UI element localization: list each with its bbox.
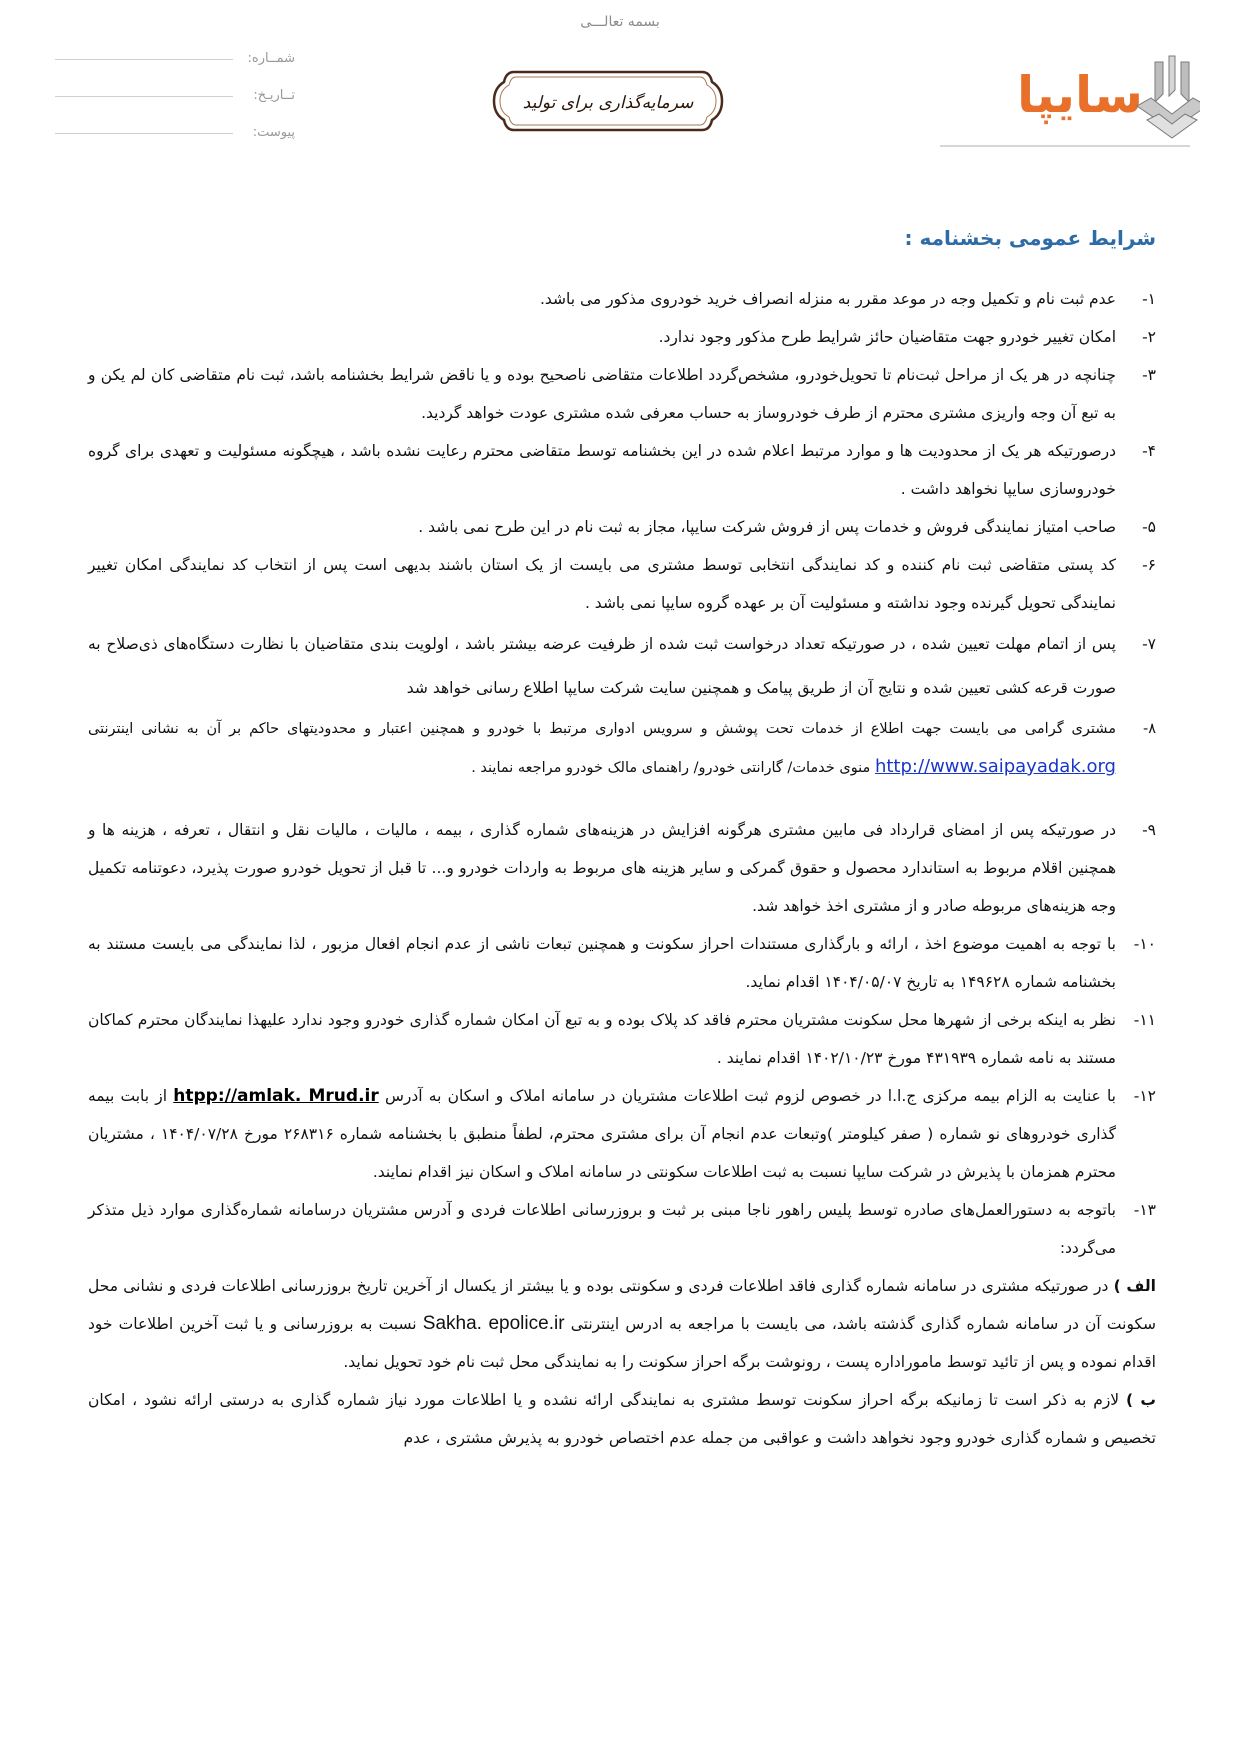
item-number: ۲- (1142, 328, 1156, 346)
spacer (88, 787, 1156, 811)
sakha-address: Sakha. epolice.ir (422, 1313, 565, 1334)
bismillah-heading: بسمه تعالـــی (580, 14, 660, 30)
item-text: چنانچه در هر یک از مراحل ثبت‌نام تا تحویل‌خودرو، مشخص‌گردد اطلاعات متقاضی ناصحیح بوده و یا ناقض شرایط بخشنامه باشد، ثبت نام متقاضی کان لم یکن و به تبع آن وجه واریزی مشتری محترم از طرف خودروساز به حساب معرفی شده مشتری عودت خواهد گردید. (88, 366, 1116, 422)
item-text-a: با عنایت به الزام بیمه مرکزی ج.ا.ا در خصوص لزوم ثبت اطلاعات مشتریان در سامانه املاک و اسکان به آدرس (384, 1087, 1116, 1105)
meta-number (55, 40, 295, 77)
item-text-b: از بابت بیمه گذاری خودروهای نو شماره ( صفر کیلومتر )وتبعات عدم انجام آن برای مشتری محترم، لطفاً منطبق با بخشنامه شماره ۲۶۸۳۱۶ مورخ ۱۴۰۴/۰۷/۲۸ ، مشتریان محترم همزمان با پذیرش در شرکت سایپا نسبت به ثبت اطلاعات سکونتی در سامانه املاک و اسکان نیز اقدام نمایند. (88, 1087, 1117, 1181)
item-text: با توجه به اهمیت موضوع اخذ ، ارائه و بارگذاری مستندات احراز سکونت و همچنین تبعات ناشی از عدم انجام افعال مزبور ، لذا نمایندگی می بایست مستند به بخشنامه شماره ۱۴۹۶۲۸ به تاریخ ۱۴۰۴/۰۵/۰۷ اقدام نماید. (88, 935, 1116, 991)
item-number: ۴- (1142, 442, 1156, 460)
item-number: ۳- (1142, 366, 1156, 384)
item-text: باتوجه به دستورالعمل‌های صادره توسط پلیس راهور ناجا مبنی بر ثبت و بروزرسانی اطلاعات فردی و آدرس مشتریان درسامانه شماره‌گذاری موارد ذیل متذکر می‌گردد: (88, 1201, 1116, 1257)
item-number: ۱۱- (1133, 1011, 1156, 1029)
item-text: نظر به اینکه برخی از شهرها محل سکونت مشتریان محترم فاقد کد پلاک بوده و به تبع آن امکان شماره گذاری خودرو وجود ندارد علیهذا نمایندگان محترم کماکان مستند به نامه شماره ۴۳۱۹۳۹ مورخ ۱۴۰۲/۱۰/۲۳ اقدام نمایند . (88, 1011, 1116, 1067)
list-item (88, 1191, 1156, 1267)
meta-attachment-label: پیوست: (252, 125, 295, 140)
saipa-logo (930, 44, 1200, 144)
item-number: ۱- (1142, 290, 1156, 308)
item-number: ۸- (1142, 721, 1156, 737)
item-number: ۱۳- (1133, 1201, 1156, 1219)
list-item (88, 622, 1156, 710)
conditions-list (88, 280, 1156, 1457)
motto-text: سرمایه‌گذاری برای تولید (522, 93, 694, 113)
item-number: ۹- (1142, 821, 1156, 839)
meta-number-line (55, 59, 233, 60)
page-title: شرایط عمومی بخشنامه : (904, 226, 1156, 250)
list-item (88, 432, 1156, 508)
item-text: عدم ثبت نام و تکمیل وجه در موعد مقرر به منزله انصراف خرید خودروی مذکور می باشد. (539, 290, 1116, 308)
list-item (88, 710, 1156, 787)
item-text: کد پستی متقاضی ثبت نام کننده و کد نمایندگی انتخابی توسط مشتری می بایست از یک استان باشند بدیهی است پس از انتخاب کد نمایندگی امکان تغییر نمایندگی تحویل گیرنده وجود نداشته و مسئولیت آن بر عهده گروه سایپا نمی باشد . (88, 556, 1116, 612)
item-text: امکان تغییر خودرو جهت متقاضیان حائز شرایط طرح مذکور وجود ندارد. (658, 328, 1116, 346)
sub-item-lead: الف ) (1113, 1277, 1156, 1295)
item-text: پس از اتمام مهلت تعیین شده ، در صورتیکه تعداد درخواست ثبت شده از ظرفیت عرضه بیشتر باشد ، اولویت بندی متقاضیان با نظارت دستگاه‌های ذی‌صلاح به صورت قرعه کشی تعیین شده و نتایج آن از طریق پیامک و همچنین سایت شرکت سایپا اطلاع رسانی خواهد شد (88, 635, 1116, 697)
item-number: ۱۰- (1133, 935, 1156, 953)
meta-date (55, 77, 295, 114)
sub-item-text-a: در صورتیکه مشتری در سامانه شماره گذاری فاقد اطلاعات فردی و سکونتی بوده و یا بیشتر از یکسال از آخرین تاریخ بروزرسانی اطلاعات فردی و نشانی محل سکونت آن در سامانه شماره گذاری گذشته باشد، می بایست با مراجعه به ادرس اینترنتی (88, 1277, 1157, 1333)
item-text-b: منوی خدمات/ گارانتی خودرو/ راهنمای مالک خودرو مراجعه نمایند . (471, 760, 871, 776)
sub-item-text: لازم به ذکر است تا زمانیکه برگه احراز سکونت توسط مشتری به نمایندگی ارائه نشده و یا اطلاعات مورد نیاز شماره گذاری به درستی ارائه نشود ، امکان تخصیص و شماره گذاری خودرو وجود نخواهد داشت و عواقبی من جمله عدم اختصاص خودرو به پذیرش مشتری ، عدم (88, 1391, 1156, 1447)
meta-number-label: شمــاره: (247, 51, 295, 66)
list-item (88, 1077, 1156, 1191)
brand-wordmark: سایپا (1017, 66, 1143, 124)
sub-item-alef (88, 1267, 1156, 1381)
list-item (88, 318, 1156, 356)
letter-meta-fields (55, 40, 295, 151)
item-number: ۵- (1142, 518, 1156, 536)
motto-frame-icon (492, 68, 724, 134)
meta-date-line (55, 96, 233, 97)
logo-divider (940, 145, 1190, 147)
item-text: درصورتیکه هر یک از محدودیت ها و موارد مرتبط اعلام شده در این بخشنامه توسط متقاضی محترم رعایت نشده باشد ، هیچگونه مسئولیت و تعهدی برای گروه خودروسازی سایپا نخواهد داشت . (88, 442, 1116, 498)
list-item (88, 811, 1156, 925)
item-text-a: مشتری گرامی می بایست جهت اطلاع از خدمات تحت پوشش و سرویس ادواری مرتبط با خودرو و همچنین اعتبار و محدودیتهای حاکم بر آن به نشانی اینترنتی (88, 721, 1116, 737)
saipayadak-link[interactable]: http://www.saipayadak.org (874, 756, 1116, 777)
item-text: در صورتیکه پس از امضای قرارداد فی مابین مشتری هرگونه افزایش در هزینه‌های شماره گذاری ، بیمه ، مالیات ، مالیات نقل و انتقال ، تعرفه ، هزینه ها و همچنین اقلام مربوط به استاندارد محصول و حقوق گمرکی و سایر هزینه های مربوط به واردات خودرو و... تا قبل از تحویل خودرو صورت پذیرد، دعوتنامه تکمیل وجه هزینه‌های مربوطه صادر و از مشتری اخذ خواهد شد. (88, 821, 1116, 915)
list-item (88, 508, 1156, 546)
item-number: ۷- (1142, 635, 1156, 653)
amlak-link[interactable]: htpp://amlak. Mrud.ir (173, 1086, 379, 1106)
sub-item-be (88, 1381, 1156, 1457)
saipa-emblem-icon (1137, 56, 1200, 138)
item-number: ۱۲- (1133, 1087, 1156, 1105)
sub-item-text-b: نسبت به بروزرسانی و یا ثبت آخرین اطلاعات خود اقدام نموده و پس از تائید توسط ماموراداره پست ، رونوشت برگه احراز سکونت را به نمایندگی محل ثبت نام خود تحویل نماید. (88, 1315, 1156, 1371)
list-item (88, 925, 1156, 1001)
sub-item-lead: ب ) (1126, 1391, 1156, 1409)
list-item (88, 280, 1156, 318)
motto-emblem (492, 68, 724, 134)
meta-attachment (55, 114, 295, 151)
item-text: صاحب امتیاز نمایندگی فروش و خدمات پس از فروش شرکت سایپا، مجاز به ثبت نام در این طرح نمی باشد . (418, 518, 1116, 536)
meta-date-label: تــاریـخ: (253, 88, 295, 103)
item-number: ۶- (1142, 556, 1156, 574)
list-item (88, 1001, 1156, 1077)
list-item (88, 546, 1156, 622)
meta-attachment-line (55, 133, 233, 134)
list-item (88, 356, 1156, 432)
